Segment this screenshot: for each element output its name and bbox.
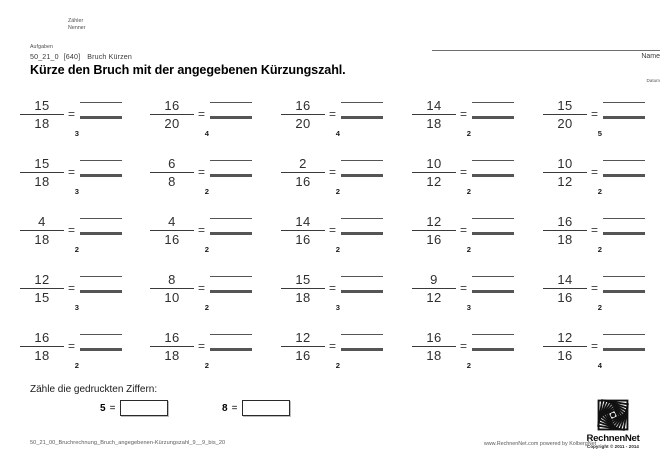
answer-numerator-line[interactable] xyxy=(472,160,514,161)
answer-fraction-blank[interactable] xyxy=(341,276,383,293)
divisor-value: 5 xyxy=(597,129,602,138)
count-answer-box[interactable] xyxy=(242,400,290,416)
exercise-problem xyxy=(392,328,522,380)
fraction-denominator: 20 xyxy=(295,116,311,131)
answer-denominator-line[interactable] xyxy=(603,348,645,351)
exercise-problem xyxy=(523,270,653,322)
exercise-problem xyxy=(0,212,130,264)
fraction-bar xyxy=(412,172,456,173)
divisor-value: 2 xyxy=(335,187,340,196)
equals-sign: = xyxy=(591,165,599,179)
answer-numerator-line[interactable] xyxy=(603,160,645,161)
exercise-problem xyxy=(261,96,391,148)
given-fraction xyxy=(281,214,325,247)
exercise-problem xyxy=(130,154,260,206)
exercise-problem xyxy=(261,270,391,322)
answer-denominator-line[interactable] xyxy=(341,290,383,293)
divisor-value: 2 xyxy=(597,245,602,254)
answer-numerator-line[interactable] xyxy=(210,218,252,219)
equals-sign: = xyxy=(460,281,468,295)
fraction-numerator: 12 xyxy=(295,330,311,345)
exercise-problem xyxy=(392,154,522,206)
exercise-row xyxy=(0,212,665,270)
divisor-value: 2 xyxy=(335,245,340,254)
exercise-problem xyxy=(130,96,260,148)
answer-numerator-line[interactable] xyxy=(472,334,514,335)
count-answer-box[interactable] xyxy=(120,400,168,416)
fraction-denominator: 16 xyxy=(557,290,573,305)
fraction-denominator: 20 xyxy=(164,116,180,131)
exercise-row xyxy=(0,270,665,328)
equals-sign: = xyxy=(329,281,337,295)
count-equals: = xyxy=(109,402,116,414)
answer-denominator-line[interactable] xyxy=(341,174,383,177)
answer-fraction-blank[interactable] xyxy=(472,160,514,177)
given-fraction xyxy=(412,156,456,189)
fraction-bar xyxy=(543,114,587,115)
fraction-bar xyxy=(412,114,456,115)
divisor-value: 2 xyxy=(74,361,79,370)
fraction-bar xyxy=(543,172,587,173)
equals-sign: = xyxy=(460,107,468,121)
divisor-value: 2 xyxy=(597,303,602,312)
answer-fraction-blank[interactable] xyxy=(341,218,383,235)
answer-numerator-line[interactable] xyxy=(472,276,514,277)
divisor-value: 2 xyxy=(597,187,602,196)
count-digit: 8 xyxy=(222,402,228,414)
answer-denominator-line[interactable] xyxy=(472,116,514,119)
exercise-row xyxy=(0,328,665,386)
answer-denominator-line[interactable] xyxy=(603,290,645,293)
divisor-value: 3 xyxy=(335,303,340,312)
divisor-value: 2 xyxy=(335,361,340,370)
fraction-numerator: 15 xyxy=(34,98,50,113)
answer-fraction-blank[interactable] xyxy=(472,102,514,119)
fraction-numerator: 16 xyxy=(164,98,180,113)
answer-denominator-line[interactable] xyxy=(341,348,383,351)
fraction-bar xyxy=(150,114,194,115)
answer-numerator-line[interactable] xyxy=(341,160,383,161)
fraction-denominator: 16 xyxy=(295,232,311,247)
equals-sign: = xyxy=(460,223,468,237)
answer-fraction-blank[interactable] xyxy=(80,102,122,119)
equals-sign: = xyxy=(329,223,337,237)
fraction-denominator: 8 xyxy=(168,174,176,189)
answer-fraction-blank[interactable] xyxy=(603,276,645,293)
equals-sign: = xyxy=(329,339,337,353)
fraction-bar xyxy=(543,346,587,347)
fraction-bar xyxy=(412,288,456,289)
exercise-problem xyxy=(0,154,130,206)
fraction-numerator: 9 xyxy=(430,272,438,287)
answer-numerator-line[interactable] xyxy=(210,276,252,277)
fraction-denominator: 18 xyxy=(34,116,50,131)
given-fraction xyxy=(412,272,456,305)
fraction-denominator: 16 xyxy=(164,232,180,247)
equals-sign: = xyxy=(198,281,206,295)
answer-numerator-line[interactable] xyxy=(210,334,252,335)
answer-fraction-blank[interactable] xyxy=(603,334,645,351)
answer-denominator-line[interactable] xyxy=(80,348,122,351)
divisor-value: 2 xyxy=(466,361,471,370)
answer-denominator-line[interactable] xyxy=(80,290,122,293)
worksheet-code: 50_21_0 xyxy=(30,53,59,61)
fraction-numerator: 12 xyxy=(34,272,50,287)
fraction-numerator: 15 xyxy=(34,156,50,171)
count-digit: 5 xyxy=(100,402,106,414)
fraction-numerator: 16 xyxy=(557,214,573,229)
fraction-numerator: 10 xyxy=(426,156,442,171)
given-fraction xyxy=(543,98,587,131)
answer-denominator-line[interactable] xyxy=(472,232,514,235)
answer-fraction-blank[interactable] xyxy=(341,334,383,351)
given-fraction xyxy=(20,272,64,305)
divisor-value: 2 xyxy=(204,303,209,312)
answer-numerator-line[interactable] xyxy=(341,218,383,219)
equals-sign: = xyxy=(198,107,206,121)
fraction-numerator: 15 xyxy=(557,98,573,113)
fraction-numerator: 14 xyxy=(426,98,442,113)
answer-fraction-blank[interactable] xyxy=(603,160,645,177)
answer-denominator-line[interactable] xyxy=(603,174,645,177)
fraction-denominator: 18 xyxy=(295,290,311,305)
divisor-value: 2 xyxy=(466,187,471,196)
exercise-problem xyxy=(392,270,522,322)
equals-sign: = xyxy=(460,165,468,179)
worksheet-code-line xyxy=(30,53,132,61)
fraction-denominator: 18 xyxy=(34,232,50,247)
equals-sign: = xyxy=(68,281,76,295)
exercise-problem xyxy=(130,270,260,322)
answer-numerator-line[interactable] xyxy=(603,102,645,103)
given-fraction xyxy=(543,272,587,305)
answer-numerator-line[interactable] xyxy=(603,334,645,335)
fraction-denominator: 16 xyxy=(295,348,311,363)
exercise-problem xyxy=(523,328,653,380)
given-fraction xyxy=(281,330,325,363)
exercise-problem xyxy=(130,212,260,264)
answer-numerator-line[interactable] xyxy=(80,160,122,161)
given-fraction xyxy=(150,272,194,305)
equals-sign: = xyxy=(68,223,76,237)
answer-denominator-line[interactable] xyxy=(210,290,252,293)
answer-fraction-blank[interactable] xyxy=(603,102,645,119)
fraction-bar xyxy=(150,288,194,289)
worksheet-topic: Bruch Kürzen xyxy=(87,53,132,61)
fraction-bar xyxy=(20,230,64,231)
fraction-numerator: 12 xyxy=(426,214,442,229)
fraction-bar xyxy=(412,230,456,231)
answer-numerator-line[interactable] xyxy=(603,218,645,219)
answer-numerator-line[interactable] xyxy=(603,276,645,277)
answer-numerator-line[interactable] xyxy=(80,218,122,219)
fraction-numerator: 16 xyxy=(34,330,50,345)
answer-denominator-line[interactable] xyxy=(210,116,252,119)
fraction-terms-legend xyxy=(68,18,86,33)
fraction-bar xyxy=(150,230,194,231)
answer-denominator-line[interactable] xyxy=(210,174,252,177)
fraction-numerator: 12 xyxy=(557,330,573,345)
logo-copyright: Copyright © 2011 - 2014 xyxy=(587,444,639,449)
answer-fraction-blank[interactable] xyxy=(210,276,252,293)
aufgaben-label: Aufgaben xyxy=(30,44,54,50)
fraction-bar xyxy=(281,114,325,115)
equals-sign: = xyxy=(329,165,337,179)
answer-denominator-line[interactable] xyxy=(210,348,252,351)
answer-fraction-blank[interactable] xyxy=(210,160,252,177)
answer-numerator-line[interactable] xyxy=(341,102,383,103)
fraction-denominator: 18 xyxy=(164,348,180,363)
spiral-squares-icon xyxy=(594,396,632,434)
fraction-bar xyxy=(281,346,325,347)
answer-fraction-blank[interactable] xyxy=(80,160,122,177)
answer-denominator-line[interactable] xyxy=(210,232,252,235)
count-section-title: Zähle die gedruckten Ziffern: xyxy=(30,384,158,395)
fraction-denominator: 16 xyxy=(426,232,442,247)
name-label: Name xyxy=(641,53,660,60)
answer-denominator-line[interactable] xyxy=(472,174,514,177)
equals-sign: = xyxy=(68,339,76,353)
divisor-value: 3 xyxy=(74,129,79,138)
fraction-numerator: 14 xyxy=(557,272,573,287)
equals-sign: = xyxy=(591,223,599,237)
answer-denominator-line[interactable] xyxy=(603,232,645,235)
answer-fraction-blank[interactable] xyxy=(472,334,514,351)
equals-sign: = xyxy=(198,223,206,237)
exercise-problem xyxy=(0,270,130,322)
nenner-label: Nenner xyxy=(68,25,86,32)
answer-denominator-line[interactable] xyxy=(341,232,383,235)
answer-numerator-line[interactable] xyxy=(80,334,122,335)
given-fraction xyxy=(281,98,325,131)
fraction-numerator: 8 xyxy=(168,272,176,287)
answer-fraction-blank[interactable] xyxy=(80,276,122,293)
exercise-row xyxy=(0,96,665,154)
given-fraction xyxy=(20,214,64,247)
answer-numerator-line[interactable] xyxy=(80,276,122,277)
fraction-bar xyxy=(281,172,325,173)
fraction-denominator: 10 xyxy=(164,290,180,305)
logo-wordmark: RechnenNet xyxy=(586,433,640,444)
answer-fraction-blank[interactable] xyxy=(80,218,122,235)
divisor-value: 2 xyxy=(204,187,209,196)
given-fraction xyxy=(150,330,194,363)
answer-fraction-blank[interactable] xyxy=(472,276,514,293)
exercise-problem xyxy=(523,96,653,148)
divisor-value: 4 xyxy=(204,129,209,138)
equals-sign: = xyxy=(591,107,599,121)
answer-denominator-line[interactable] xyxy=(341,116,383,119)
fraction-bar xyxy=(281,288,325,289)
given-fraction xyxy=(281,272,325,305)
fraction-bar xyxy=(20,288,64,289)
answer-fraction-blank[interactable] xyxy=(603,218,645,235)
answer-numerator-line[interactable] xyxy=(210,102,252,103)
fraction-bar xyxy=(150,346,194,347)
exercise-problem xyxy=(0,96,130,148)
name-rule xyxy=(432,50,660,51)
exercise-row xyxy=(0,154,665,212)
fraction-bar xyxy=(20,114,64,115)
datum-label: Datum xyxy=(646,78,660,83)
count-equals: = xyxy=(231,402,238,414)
answer-denominator-line[interactable] xyxy=(80,232,122,235)
answer-numerator-line[interactable] xyxy=(341,276,383,277)
answer-denominator-line[interactable] xyxy=(80,116,122,119)
answer-numerator-line[interactable] xyxy=(210,160,252,161)
answer-fraction-blank[interactable] xyxy=(210,334,252,351)
answer-fraction-blank[interactable] xyxy=(341,160,383,177)
given-fraction xyxy=(150,156,194,189)
fraction-numerator: 16 xyxy=(164,330,180,345)
exercise-problem xyxy=(392,212,522,264)
brand-logo xyxy=(566,396,660,449)
exercise-problem xyxy=(130,328,260,380)
divisor-value: 2 xyxy=(204,361,209,370)
divisor-value: 4 xyxy=(597,361,602,370)
fraction-numerator: 14 xyxy=(295,214,311,229)
answer-fraction-blank[interactable] xyxy=(210,102,252,119)
divisor-value: 2 xyxy=(466,129,471,138)
fraction-denominator: 12 xyxy=(557,174,573,189)
fraction-denominator: 18 xyxy=(34,174,50,189)
fraction-denominator: 12 xyxy=(426,174,442,189)
given-fraction xyxy=(281,156,325,189)
zaehler-label: Zähler xyxy=(68,18,84,24)
divisor-value: 2 xyxy=(466,245,471,254)
fraction-bar xyxy=(20,346,64,347)
equals-sign: = xyxy=(68,165,76,179)
answer-numerator-line[interactable] xyxy=(472,102,514,103)
equals-sign: = xyxy=(198,165,206,179)
fraction-bar xyxy=(281,230,325,231)
worksheet-number: [640] xyxy=(63,53,81,61)
fraction-numerator: 15 xyxy=(295,272,311,287)
equals-sign: = xyxy=(460,339,468,353)
count-item xyxy=(222,400,290,416)
answer-fraction-blank[interactable] xyxy=(80,334,122,351)
fraction-numerator: 4 xyxy=(38,214,46,229)
fraction-numerator: 10 xyxy=(557,156,573,171)
fraction-denominator: 16 xyxy=(295,174,311,189)
answer-denominator-line[interactable] xyxy=(80,174,122,177)
given-fraction xyxy=(150,214,194,247)
given-fraction xyxy=(543,330,587,363)
fraction-bar xyxy=(20,172,64,173)
footer-url: www.RechnenNet.com powered by KolbergNet xyxy=(483,441,597,447)
equals-sign: = xyxy=(68,107,76,121)
exercise-problem xyxy=(261,328,391,380)
fraction-denominator: 12 xyxy=(426,290,442,305)
given-fraction xyxy=(412,214,456,247)
exercise-problem xyxy=(392,96,522,148)
given-fraction xyxy=(543,156,587,189)
fraction-denominator: 18 xyxy=(34,348,50,363)
equals-sign: = xyxy=(591,339,599,353)
exercise-problem xyxy=(0,328,130,380)
fraction-denominator: 15 xyxy=(34,290,50,305)
fraction-numerator: 4 xyxy=(168,214,176,229)
divisor-value: 3 xyxy=(74,303,79,312)
fraction-numerator: 2 xyxy=(299,156,307,171)
count-item xyxy=(100,400,168,416)
fraction-bar xyxy=(543,230,587,231)
equals-sign: = xyxy=(591,281,599,295)
given-fraction xyxy=(20,98,64,131)
fraction-denominator: 18 xyxy=(426,116,442,131)
fraction-denominator: 20 xyxy=(557,116,573,131)
fraction-denominator: 16 xyxy=(557,348,573,363)
fraction-bar xyxy=(543,288,587,289)
equals-sign: = xyxy=(329,107,337,121)
answer-numerator-line[interactable] xyxy=(80,102,122,103)
exercise-problem xyxy=(523,154,653,206)
footer-filename: 50_21_00_Bruchrechnung_Bruch_angegebenen-Kürzungszahl_9__9_bis_20 xyxy=(30,440,226,446)
exercise-problem xyxy=(523,212,653,264)
exercise-grid xyxy=(0,96,665,386)
fraction-bar xyxy=(150,172,194,173)
divisor-value: 4 xyxy=(335,129,340,138)
given-fraction xyxy=(543,214,587,247)
fraction-numerator: 16 xyxy=(295,98,311,113)
fraction-denominator: 18 xyxy=(426,348,442,363)
exercise-problem xyxy=(261,154,391,206)
answer-fraction-blank[interactable] xyxy=(341,102,383,119)
answer-numerator-line[interactable] xyxy=(341,334,383,335)
given-fraction xyxy=(20,156,64,189)
answer-numerator-line[interactable] xyxy=(472,218,514,219)
answer-fraction-blank[interactable] xyxy=(210,218,252,235)
divisor-value: 3 xyxy=(74,187,79,196)
page-title: Kürze den Bruch mit der angegebenen Kürzungszahl. xyxy=(30,63,346,77)
divisor-value: 2 xyxy=(74,245,79,254)
divisor-value: 3 xyxy=(466,303,471,312)
answer-denominator-line[interactable] xyxy=(472,290,514,293)
answer-denominator-line[interactable] xyxy=(603,116,645,119)
equals-sign: = xyxy=(198,339,206,353)
fraction-numerator: 6 xyxy=(168,156,176,171)
fraction-denominator: 18 xyxy=(557,232,573,247)
divisor-value: 2 xyxy=(204,245,209,254)
given-fraction xyxy=(412,330,456,363)
exercise-problem xyxy=(261,212,391,264)
given-fraction xyxy=(20,330,64,363)
given-fraction xyxy=(412,98,456,131)
fraction-bar xyxy=(412,346,456,347)
answer-fraction-blank[interactable] xyxy=(472,218,514,235)
answer-denominator-line[interactable] xyxy=(472,348,514,351)
given-fraction xyxy=(150,98,194,131)
fraction-numerator: 16 xyxy=(426,330,442,345)
